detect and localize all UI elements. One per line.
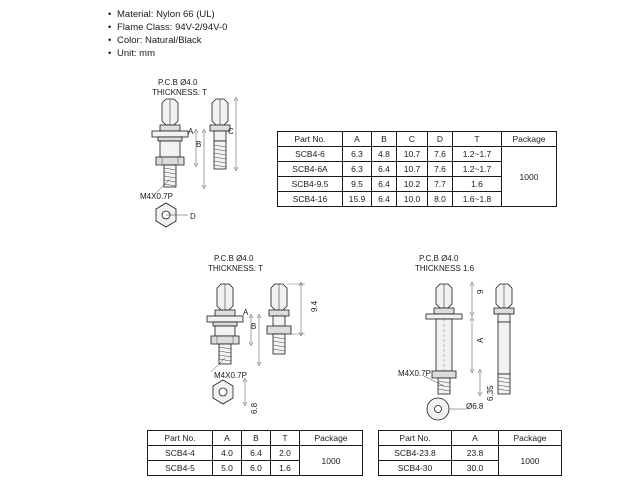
table-3-th-package: Package (499, 431, 562, 446)
table-1 (277, 131, 557, 207)
table-1-th-package: Package (502, 132, 557, 147)
table-1-th-d: D (428, 132, 453, 147)
table-2-package: 1000 (300, 446, 363, 476)
fig2-dim-b: B (251, 322, 257, 331)
figure-3-drawing (410, 272, 550, 422)
table-1-th-partno: Part No. (278, 132, 343, 147)
fig1-dim-b: B (196, 140, 202, 149)
fig2-pcb-label-line2: THICKNESS: T (208, 264, 263, 273)
fig1-dim-a: A (188, 127, 194, 136)
bullet-icon: • (108, 9, 112, 20)
table-2-r1-a: 5.0 (213, 461, 242, 476)
fig3-pcb-label-line2: THICKNESS 1.6 (415, 264, 475, 273)
table-1-r1-t: 1.2~1.7 (453, 162, 502, 177)
fig2-thread-label: M4X0.7P (214, 371, 247, 380)
table-1-r2-c: 10.2 (397, 177, 428, 192)
table-2-th-t: T (271, 431, 300, 446)
table-2-r0-t: 2.0 (271, 446, 300, 461)
fig1-dim-c: C (228, 127, 234, 136)
table-1-r0-partno: SCB4-6 (278, 147, 343, 162)
table-1-th-c: C (397, 132, 428, 147)
table-3 (378, 430, 562, 476)
fig2-dim-hex: 6.8 (250, 402, 259, 414)
fig1-pcb-label-line2: THICKNESS: T (152, 88, 207, 97)
specification-list (108, 8, 227, 60)
table-1-r1-d: 7.6 (428, 162, 453, 177)
table-1-th-b: B (372, 132, 397, 147)
table-1-r3-d: 8.0 (428, 192, 453, 207)
table-1-r3-a: 15.9 (343, 192, 372, 207)
table-1-r3-partno: SCB4-16 (278, 192, 343, 207)
table-1-r1-c: 10.7 (397, 162, 428, 177)
table-1-r2-partno: SCB4-9.5 (278, 177, 343, 192)
table-3-r1-a: 30.0 (452, 461, 499, 476)
table-2-th-package: Package (300, 431, 363, 446)
fig2-dim-height: 9.4 (310, 300, 319, 312)
table-1-r0-d: 7.6 (428, 147, 453, 162)
table-2-r1-t: 1.6 (271, 461, 300, 476)
table-1-r0-t: 1.2~1.7 (453, 147, 502, 162)
table-1-header-row (278, 132, 557, 147)
table-3-r0-a: 23.8 (452, 446, 499, 461)
table-3-package: 1000 (499, 446, 562, 476)
table-1-r3-b: 6.4 (372, 192, 397, 207)
table-1-r0-b: 4.8 (372, 147, 397, 162)
bullet-icon: • (108, 35, 112, 46)
table-1-r3-t: 1.6~1.8 (453, 192, 502, 207)
fig1-thread-label: M4X0.7P (140, 192, 173, 201)
table-row (379, 446, 562, 461)
table-1-r2-b: 6.4 (372, 177, 397, 192)
table-3-header-row (379, 431, 562, 446)
table-1-th-t: T (453, 132, 502, 147)
fig3-dim-hole: Ø6.8 (466, 402, 484, 411)
table-1-r2-d: 7.7 (428, 177, 453, 192)
table-2-r1-partno: SCB4-5 (148, 461, 213, 476)
table-3-r0-partno: SCB4-23.8 (379, 446, 452, 461)
table-2-r1-b: 6.0 (242, 461, 271, 476)
table-1-r2-a: 9.5 (343, 177, 372, 192)
table-row (148, 446, 363, 461)
bullet-icon: • (108, 22, 112, 33)
spec-item: • Material: Nylon 66 (UL) (108, 9, 215, 20)
table-row (278, 147, 557, 162)
spec-item: • Color: Natural/Black (108, 35, 202, 46)
fig3-thread-label: M4X0.7P (398, 369, 431, 378)
table-2-th-partno: Part No. (148, 431, 213, 446)
table-2-th-b: B (242, 431, 271, 446)
spec-item: • Unit: mm (108, 48, 155, 59)
figure-2-drawing (195, 272, 345, 422)
fig3-dim-a: A (476, 337, 485, 343)
fig2-pcb-label-line1: P.C.B Ø4.0 (214, 254, 254, 263)
spec-item: • Flame Class: 94V-2/94V-0 (108, 22, 228, 33)
table-2-th-a: A (213, 431, 242, 446)
table-3-th-partno: Part No. (379, 431, 452, 446)
bullet-icon: • (108, 48, 112, 59)
fig1-dim-d: D (190, 212, 196, 221)
table-1-package: 1000 (502, 147, 557, 207)
table-2-header-row (148, 431, 363, 446)
table-3-th-a: A (452, 431, 499, 446)
table-2-r0-b: 6.4 (242, 446, 271, 461)
fig3-dim-top: 9 (476, 289, 485, 294)
fig3-dim-thread: 6.35 (486, 385, 495, 401)
table-3-r1-partno: SCB4-30 (379, 461, 452, 476)
figure-1-drawing (140, 95, 300, 235)
table-1-r1-partno: SCB4-6A (278, 162, 343, 177)
table-1-r3-c: 10.0 (397, 192, 428, 207)
table-1-r1-a: 6.3 (343, 162, 372, 177)
table-1-r0-c: 10.7 (397, 147, 428, 162)
table-2-r0-a: 4.0 (213, 446, 242, 461)
table-1-th-a: A (343, 132, 372, 147)
table-2 (147, 430, 363, 476)
table-1-r1-b: 6.4 (372, 162, 397, 177)
table-2-r0-partno: SCB4-4 (148, 446, 213, 461)
fig1-pcb-label-line1: P.C.B Ø4.0 (158, 78, 198, 87)
fig2-dim-a: A (243, 308, 249, 317)
table-1-r2-t: 1.6 (453, 177, 502, 192)
table-1-r0-a: 6.3 (343, 147, 372, 162)
fig3-pcb-label-line1: P.C.B Ø4.0 (419, 254, 459, 263)
